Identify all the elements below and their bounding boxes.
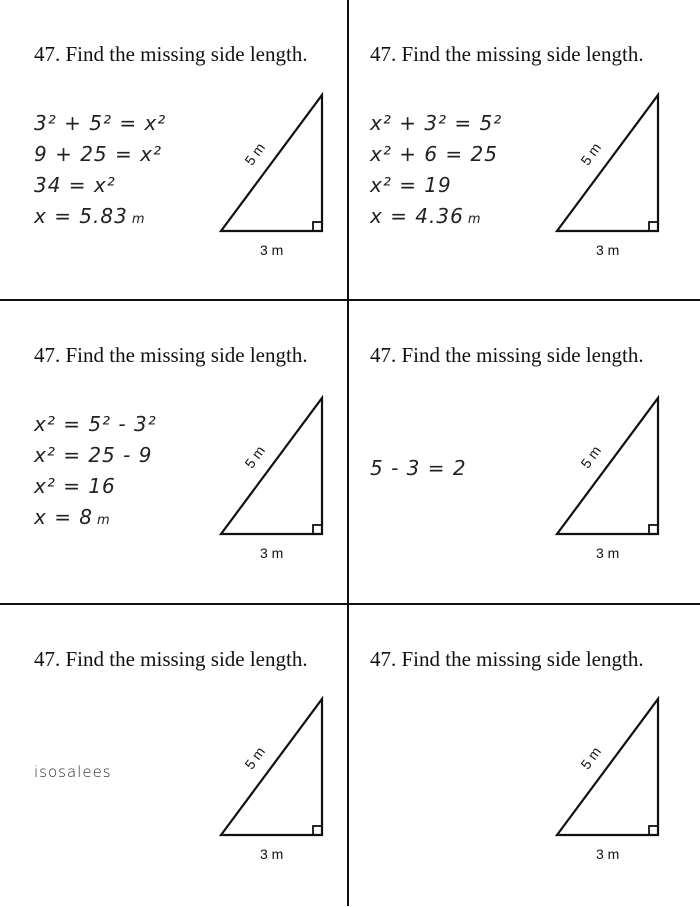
triangle-icon: [215, 391, 335, 541]
problem-cell-middle-left: [0, 301, 348, 603]
right-triangle-figure: [215, 692, 335, 872]
hypotenuse-label: 5 m: [577, 442, 605, 472]
triangle-icon: [551, 391, 671, 541]
work-line: x² = 25 - 9: [34, 443, 153, 467]
base-label: 3 m: [596, 545, 620, 561]
work-line: isosalees: [34, 763, 112, 781]
student-work: [370, 108, 502, 232]
work-line: [34, 502, 157, 533]
triangle-icon: [551, 88, 671, 238]
hypotenuse-label: 5 m: [577, 743, 605, 773]
work-line: [34, 201, 166, 232]
base-label: 3 m: [260, 242, 284, 258]
question-text: 47. Find the missing side length.: [34, 647, 308, 671]
work-line: 5 - 3 = 2: [370, 456, 467, 480]
hypotenuse-label: 5 m: [241, 743, 269, 773]
triangle-icon: [215, 692, 335, 842]
student-work: [34, 757, 112, 788]
base-label: 3 m: [596, 846, 620, 862]
work-unit: m: [97, 513, 111, 528]
work-line: x² = 5² - 3²: [34, 412, 157, 436]
problem-cell-bottom-right: [349, 605, 697, 907]
student-work: [370, 453, 467, 484]
base-label: 3 m: [596, 242, 620, 258]
work-answer: x = 5.83: [34, 204, 128, 228]
triangle-icon: [551, 692, 671, 842]
work-unit: m: [467, 212, 482, 227]
work-line: x² + 6 = 25: [370, 142, 498, 166]
problem-cell-middle-right: [349, 301, 697, 603]
problem-cell-bottom-left: [0, 605, 348, 907]
work-line: 34 = x²: [34, 173, 116, 197]
right-triangle-figure: [215, 88, 335, 268]
work-line: x² = 19: [370, 173, 452, 197]
base-label: 3 m: [260, 846, 284, 862]
problem-cell-top-left: [0, 0, 348, 302]
question-text: 47. Find the missing side length.: [370, 343, 644, 367]
work-line: x² + 3² = 5²: [370, 111, 503, 135]
hypotenuse-label: 5 m: [241, 139, 269, 169]
work-unit: m: [131, 212, 146, 227]
work-line: 3² + 5² = x²: [34, 111, 167, 135]
right-triangle-figure: [551, 391, 671, 571]
student-work: [34, 108, 166, 232]
student-work: [34, 409, 157, 533]
work-line: [370, 201, 502, 232]
work-answer: x = 8: [34, 505, 94, 529]
right-triangle-figure: [551, 692, 671, 872]
base-label: 3 m: [260, 545, 284, 561]
hypotenuse-label: 5 m: [241, 442, 269, 472]
question-text: 47. Find the missing side length.: [34, 42, 308, 66]
triangle-icon: [215, 88, 335, 238]
right-triangle-figure: [215, 391, 335, 571]
question-text: 47. Find the missing side length.: [370, 42, 644, 66]
work-line: 9 + 25 = x²: [34, 142, 162, 166]
question-text: 47. Find the missing side length.: [370, 647, 644, 671]
right-triangle-figure: [551, 88, 671, 268]
work-answer: x = 4.36: [370, 204, 464, 228]
hypotenuse-label: 5 m: [577, 139, 605, 169]
work-line: x² = 16: [34, 474, 116, 498]
problem-cell-top-right: [349, 0, 697, 302]
question-text: 47. Find the missing side length.: [34, 343, 308, 367]
